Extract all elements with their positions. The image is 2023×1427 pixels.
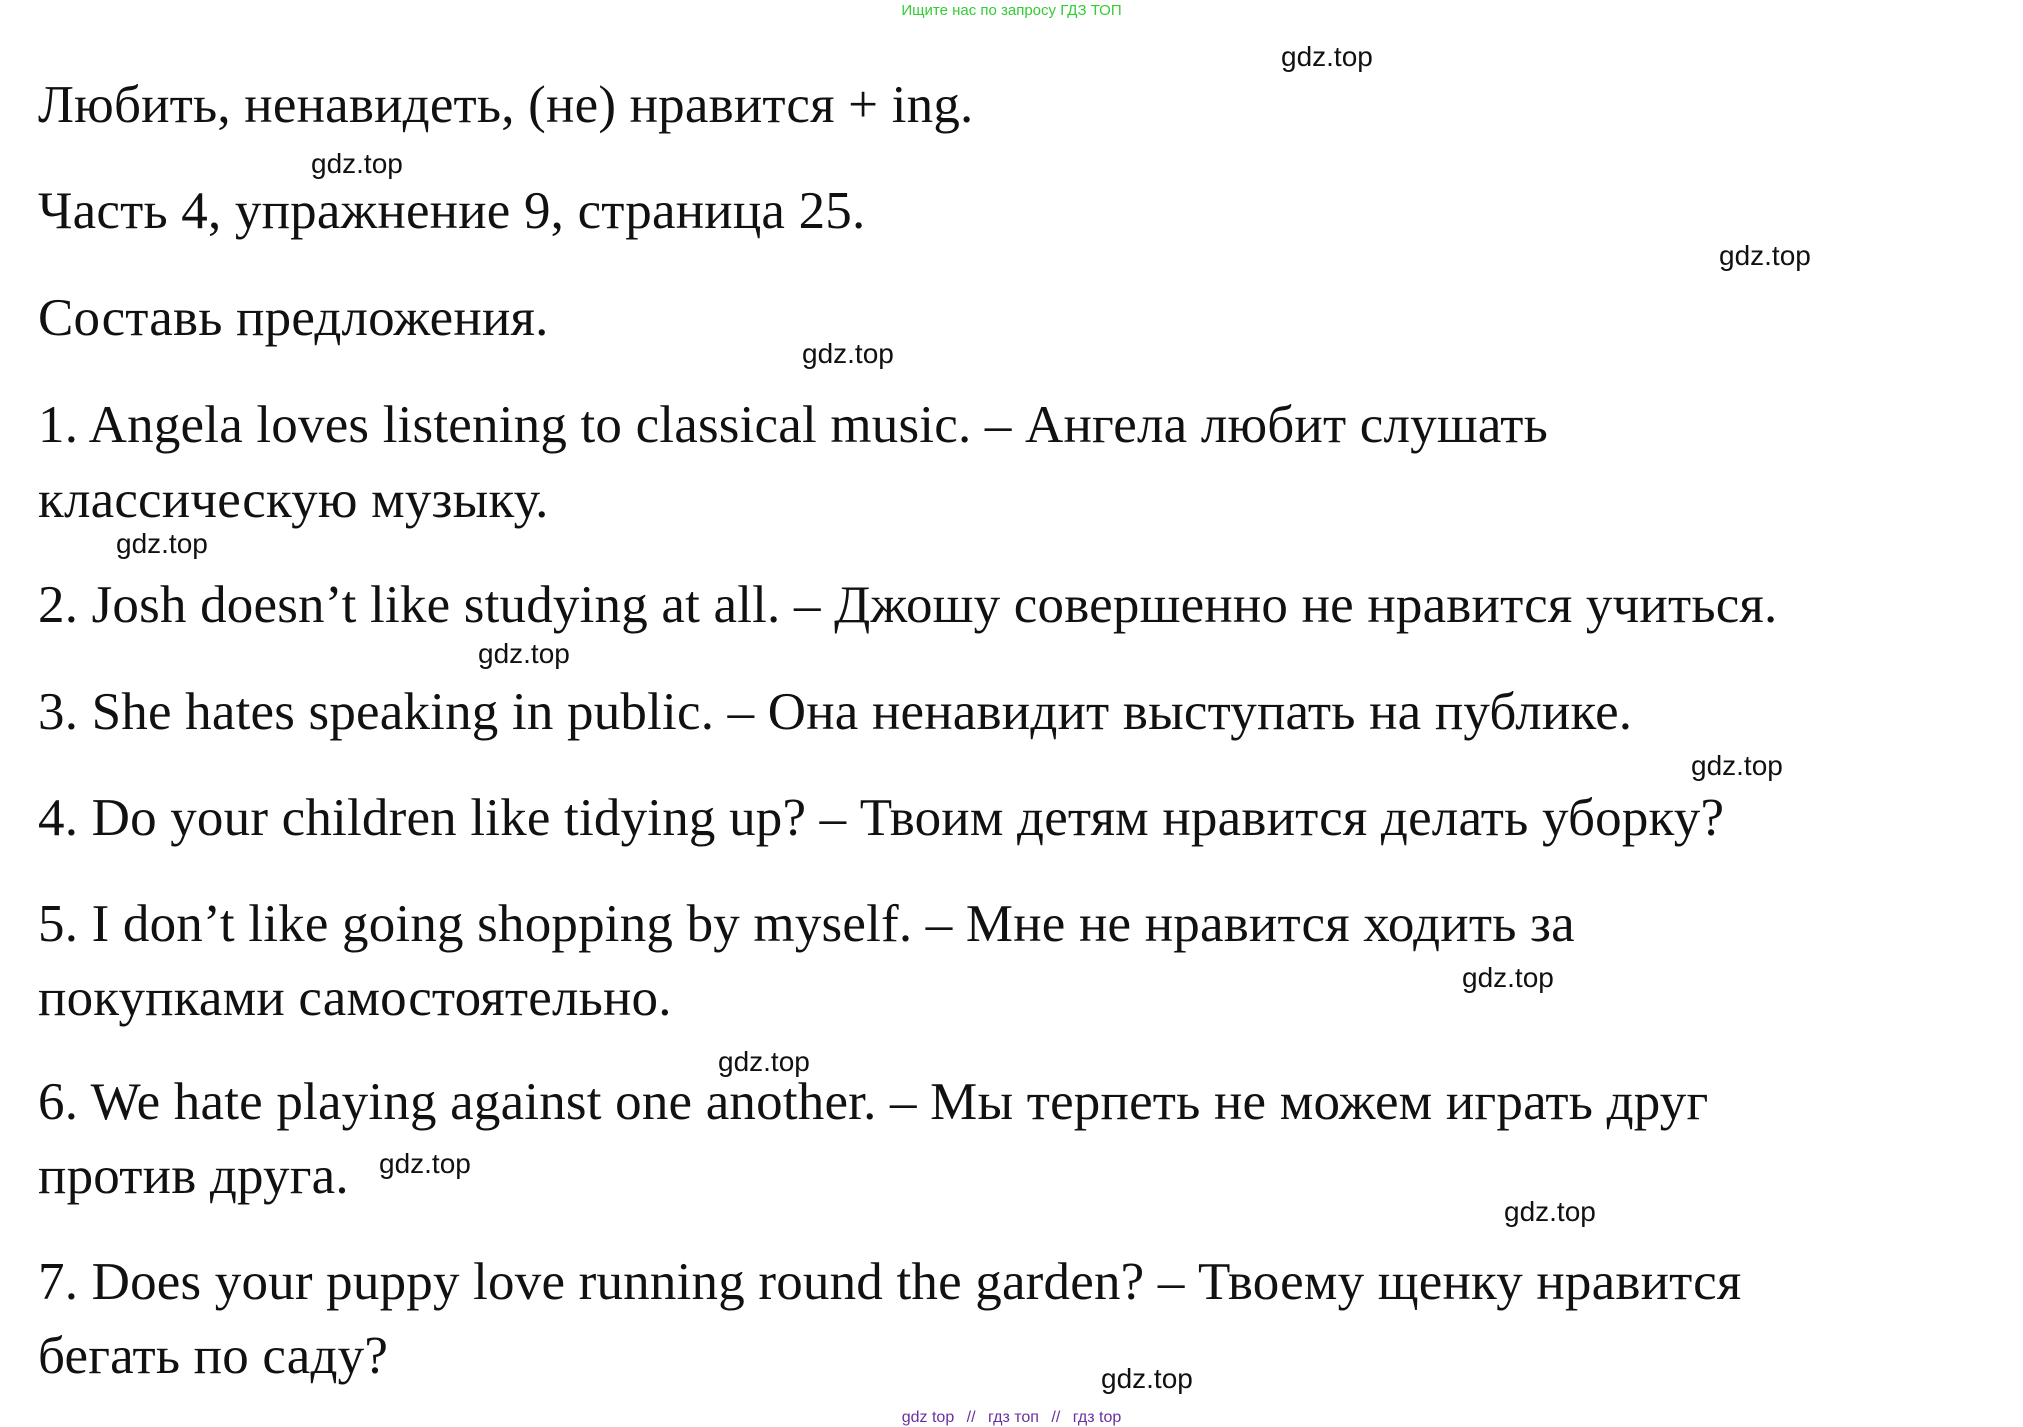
- sentence-3: 3. She hates speaking in public. – Она ненавидит выступать на публике.: [38, 683, 1633, 741]
- watermark: gdz.top: [1462, 962, 1554, 993]
- sentence-1-line-2: классическую музыку.: [38, 471, 549, 529]
- watermark: gdz.top: [1719, 240, 1811, 271]
- watermark: gdz.top: [311, 148, 403, 179]
- sentence-7-line-1: 7. Does your puppy love running round the garden? – Твоему щенку нравится: [38, 1253, 1742, 1311]
- footer-link-2[interactable]: гдз топ: [988, 1409, 1039, 1426]
- watermark: gdz.top: [116, 528, 208, 559]
- footer-links: [0, 1409, 2023, 1427]
- footer-link-1[interactable]: gdz top: [901, 1409, 955, 1426]
- sentence-4: 4. Do your children like tidying up? – Твоим детям нравится делать уборку?: [38, 789, 1725, 847]
- sentence-6-line-1: 6. We hate playing against one another. – Мы терпеть не можем играть друг: [38, 1073, 1709, 1131]
- sentence-5-line-1: 5. I don’t like going shopping by myself. – Мне не нравится ходить за: [38, 895, 1575, 953]
- footer-separator: //: [966, 1409, 976, 1426]
- watermark: gdz.top: [1281, 41, 1373, 72]
- watermark: gdz.top: [802, 338, 894, 369]
- sentence-2: 2. Josh doesn’t like studying at all. – Джошу совершенно не нравится учиться.: [38, 576, 1778, 634]
- watermark: gdz.top: [1504, 1196, 1596, 1227]
- footer-link-3[interactable]: гдз top: [1072, 1409, 1122, 1426]
- page-title: Любить, ненавидеть, (не) нравится + ing.: [38, 76, 974, 134]
- top-banner: Ищите нас по запросу ГДЗ ТОП: [901, 2, 1122, 19]
- sentence-1-line-1: 1. Angela loves listening to classical music. – Ангела любит слушать: [38, 396, 1548, 454]
- watermark: gdz.top: [379, 1148, 471, 1179]
- footer-separator: //: [1051, 1409, 1061, 1426]
- sentence-5-line-2: покупками самостоятельно.: [38, 969, 672, 1027]
- watermark: gdz.top: [1691, 750, 1783, 781]
- exercise-reference: Часть 4, упражнение 9, страница 25.: [38, 182, 866, 240]
- watermark: gdz.top: [1101, 1363, 1193, 1394]
- watermark: gdz.top: [478, 638, 570, 669]
- watermark: gdz.top: [718, 1046, 810, 1077]
- sentence-7-line-2: бегать по саду?: [38, 1327, 389, 1385]
- task-instruction: Составь предложения.: [38, 289, 549, 347]
- sentence-6-line-2: против друга.: [38, 1147, 349, 1205]
